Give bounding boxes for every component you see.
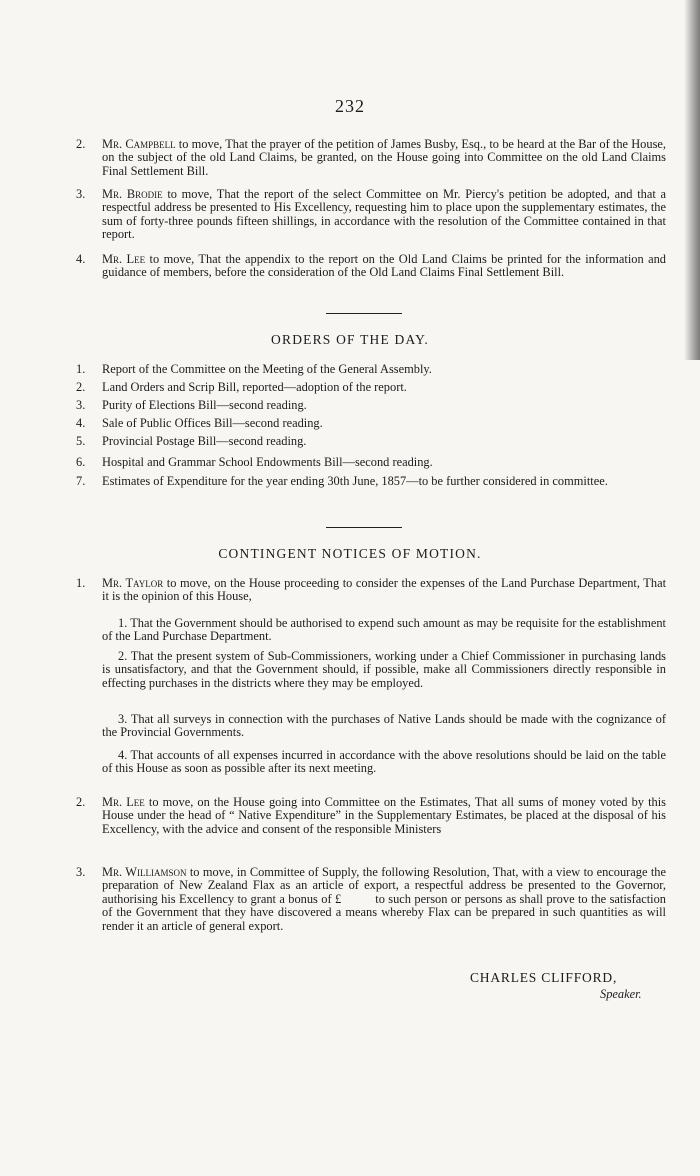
order-item (76, 363, 666, 376)
order-text: Estimates of Expenditure for the year ending 30th June, 1857—to be further considered in committee. (102, 474, 608, 488)
contingent-item (76, 865, 670, 933)
order-number: 3. (76, 398, 86, 412)
page-number: 232 (335, 96, 365, 116)
contingent-text: to move, in Committee of Supply, the following Resolution, That, with a view to encourage the preparation of New Zealand Flax as an article of export, a respectful address be presented to the Governor, authorising his Excellency to grant a bonus of £ to such person or persons as shall prove to the satisfaction of the Government that they have discovered a means whereby Flax can be prepared in such quantities as will render it an article of general export. (102, 865, 670, 933)
notice-number: 3. (76, 187, 86, 201)
contingent-heading: CONTINGENT NOTICES OF MOTION. (218, 546, 482, 561)
order-text: Report of the Committee on the Meeting of the General Assembly. (102, 362, 432, 376)
order-item (76, 456, 666, 469)
order-item (76, 381, 666, 394)
section-divider (326, 313, 402, 314)
mover-name: Mr. Brodie (102, 187, 163, 201)
notice-item (76, 253, 666, 280)
resolution-paragraph: 2. That the present system of Sub-Commissioners, working under a Chief Commissioner in purchasing lands is unsatisfactory, and that the Government should, if possible, make all Commissioners directly responsible in effecting purchases in the districts where they may be employed. (102, 649, 666, 690)
resolution-paragraph: 3. That all surveys in connection with the purchases of Native Lands should be made with the cognizance of the Provincial Governments. (102, 712, 666, 740)
notice-number: 4. (76, 252, 86, 266)
order-number: 5. (76, 434, 86, 448)
contingent-number: 1. (76, 576, 86, 590)
section-divider (326, 527, 402, 528)
notice-item (76, 188, 666, 242)
contingent-text: to move, on the House proceeding to consider the expenses of the Land Purchase Department, That it is the opinion of this House, (102, 576, 667, 604)
order-text: Land Orders and Scrip Bill, reported—adoption of the report. (102, 380, 407, 394)
resolution-paragraph: 4. That accounts of all expenses incurred in accordance with the above resolutions should be laid on the table of this House as soon as possible after its next meeting. (102, 748, 666, 776)
order-item (76, 435, 666, 448)
contingent-item (76, 577, 666, 604)
notice-item (76, 138, 666, 178)
mover-name: Mr. Lee (102, 252, 146, 266)
order-number: 2. (76, 380, 86, 394)
order-text: Provincial Postage Bill—second reading. (102, 434, 307, 448)
order-number: 7. (76, 474, 86, 488)
order-text: Hospital and Grammar School Endowments Bill—second reading. (102, 455, 433, 469)
order-number: 6. (76, 455, 86, 469)
contingent-item (76, 796, 666, 836)
order-number: 4. (76, 416, 86, 430)
order-item (76, 475, 666, 488)
order-text: Purity of Elections Bill—second reading. (102, 398, 307, 412)
page-edge-shadow (684, 0, 700, 360)
resolution-paragraph: 1. That the Government should be authorised to expend such amount as may be requisite for the establishment of the Land Purchase Department. (102, 616, 666, 644)
orders-heading: ORDERS OF THE DAY. (271, 332, 429, 347)
contingent-text: to move, on the House going into Committee on the Estimates, That all sums of money voted by this House under the head of “ Native Expenditure” in the Supplementary Estimates, be placed at the disposal of his Excellency, with the advice and consent of the responsible Ministers (102, 795, 666, 836)
order-item (76, 417, 666, 430)
mover-name: Mr. Lee (102, 795, 145, 809)
notice-text: to move, That the appendix to the report on the Old Land Claims be printed for the information and guidance of members, before the consideration of the Old Land Claims Final Settlement Bill. (102, 252, 666, 280)
notice-text: to move, That the report of the select Committee on Mr. Piercy's petition be adopted, and that a respectful address be presented to His Excellency, requesting him to place upon the supplementary estimates, the sum of forty-three pounds fifteen shillings, in accordance with the resolution of the Committee contained in that report. (102, 187, 666, 242)
mover-name: Mr. Campbell (102, 137, 176, 151)
order-text: Sale of Public Offices Bill—second reading. (102, 416, 323, 430)
contingent-number: 3. (76, 865, 86, 879)
mover-name: Mr. Williamson (102, 865, 187, 879)
notice-text: to move, That the prayer of the petition of James Busby, Esq., to be heard at the Bar of the House, on the subject of the old Land Claims, be granted, on the House going into Committee on the old Land Claims Final Settlement Bill. (102, 137, 666, 178)
mover-name: Mr. Taylor (102, 576, 164, 590)
speaker-title: Speaker. (600, 987, 642, 1001)
contingent-number: 2. (76, 795, 86, 809)
order-item (76, 399, 666, 412)
order-number: 1. (76, 362, 86, 376)
notice-number: 2. (76, 137, 86, 151)
speaker-name: CHARLES CLIFFORD, (470, 970, 618, 985)
